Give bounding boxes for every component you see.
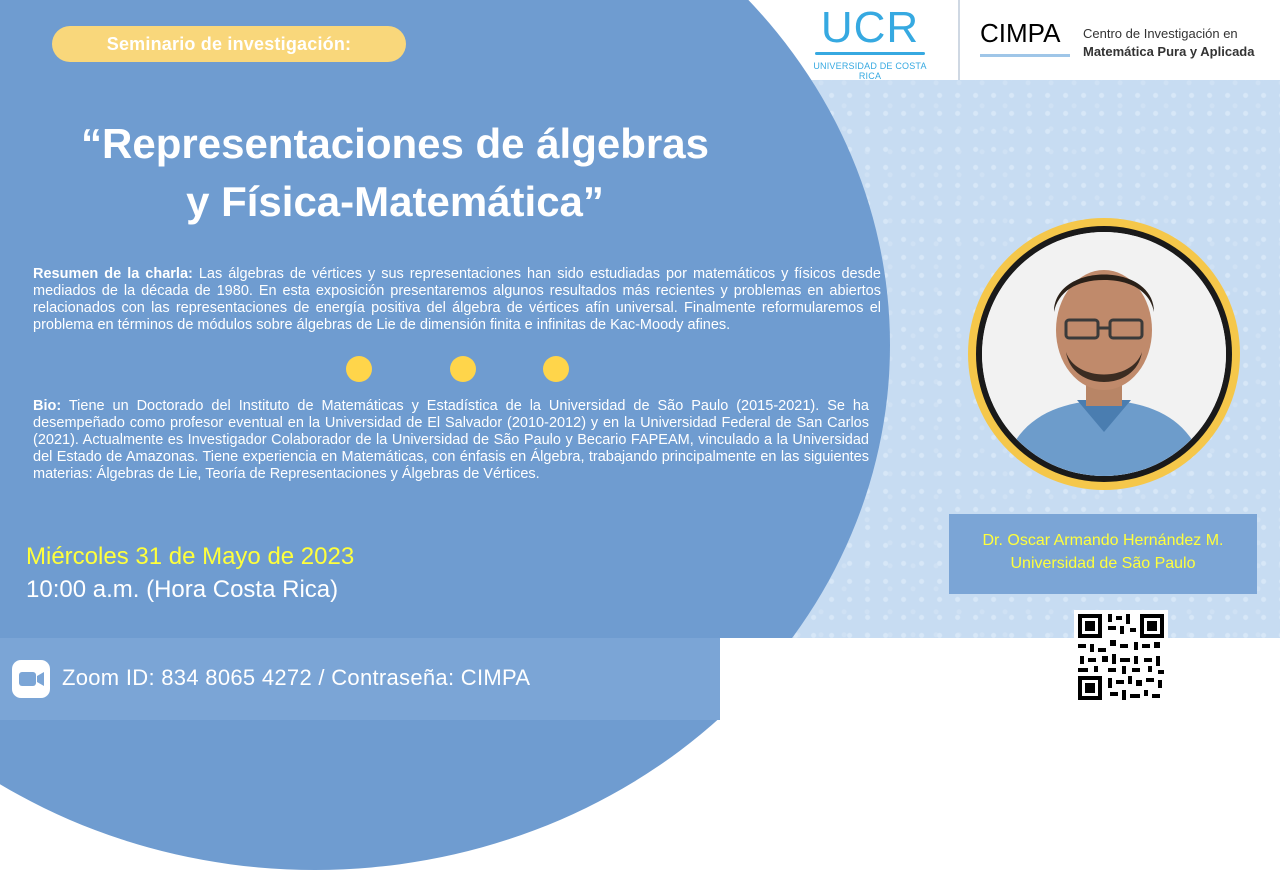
cimpa-logo: CIMPA [980, 18, 1061, 48]
cimpa-subtitle-2: Matemática Pura y Aplicada [1083, 44, 1255, 59]
talk-title-line-1: “Representaciones de álgebras [81, 120, 709, 167]
speaker-portrait-graphic [982, 232, 1226, 476]
speaker-bio [33, 398, 869, 483]
zoom-info: Zoom ID: 834 8065 4272 / Contraseña: CIMPA [62, 665, 531, 690]
qr-code[interactable] [1074, 610, 1168, 704]
cimpa-subtitle-1: Centro de Investigación en [1083, 26, 1238, 41]
speaker-name: Dr. Oscar Armando Hernández M. [982, 532, 1224, 549]
abstract-label: Resumen de la charla: [33, 266, 193, 282]
speaker-photo [968, 218, 1240, 490]
speaker-photo-frame [976, 226, 1232, 482]
talk-title-line-2: y Física-Matemática” [186, 178, 604, 225]
ucr-logo-swoosh [815, 52, 925, 55]
separator-dot-1 [346, 356, 372, 382]
event-date: Miércoles 31 de Mayo de 2023 [26, 543, 355, 570]
ucr-logo [808, 3, 932, 81]
talk-title [0, 115, 790, 231]
logo-divider [958, 0, 960, 80]
bio-text: Tiene un Doctorado del Instituto de Matemáticas y Estadística de la Universidad de São Paulo (2015-2021). Se ha desempeñado como profesor eventual en la Universidad de El Salvador (2010-2012) y en la Universidad Federal de San Carlos (2021). Actualmente es Investigador Colaborador de la Universidad de São Paulo y Becario FAPEAM, vinculado a la Universidad del Estado de Amazonas. Tiene experiencia en Matemáticas, con énfasis en Álgebra, trabajando principalmente en las siguientes materias: Álgebras de Lie, Teoría de Representaciones y Álgebras de Vértices. [33, 398, 869, 482]
speaker-namebox [949, 514, 1257, 594]
qr-code-graphic [1074, 610, 1168, 704]
separator-dot-2 [450, 356, 476, 382]
seminar-badge: Seminario de investigación: [52, 26, 406, 62]
speaker-affiliation: Universidad de São Paulo [1010, 555, 1196, 572]
zoom-camera-glyph [12, 660, 50, 698]
speaker-photo-image [982, 232, 1226, 476]
event-time: 10:00 a.m. (Hora Costa Rica) [26, 576, 339, 603]
zoom-camera-icon [12, 660, 50, 698]
separator-dot-3 [543, 356, 569, 382]
abstract-text: Las álgebras de vértices y sus representaciones han sido estudiadas por matemáticos y físicos desde mediados de la década de 1980. En esta exposición presentaremos algunos resultados más recientes y problemas en abiertos relacionados con las representaciones de energía positiva del álgebra de vértices afín universal. Finalmente reformularemos el problema en términos de módulos sobre álgebras de Lie de dimensión finita e infinitas de Kac-Moody afines. [33, 266, 881, 333]
ucr-logo-fullname: UNIVERSIDAD DE COSTA RICA [813, 61, 927, 81]
bio-label: Bio: [33, 398, 62, 414]
abstract [33, 266, 881, 334]
ucr-logo-acronym: UCR [820, 3, 920, 52]
cimpa-logo-underline [980, 54, 1070, 57]
